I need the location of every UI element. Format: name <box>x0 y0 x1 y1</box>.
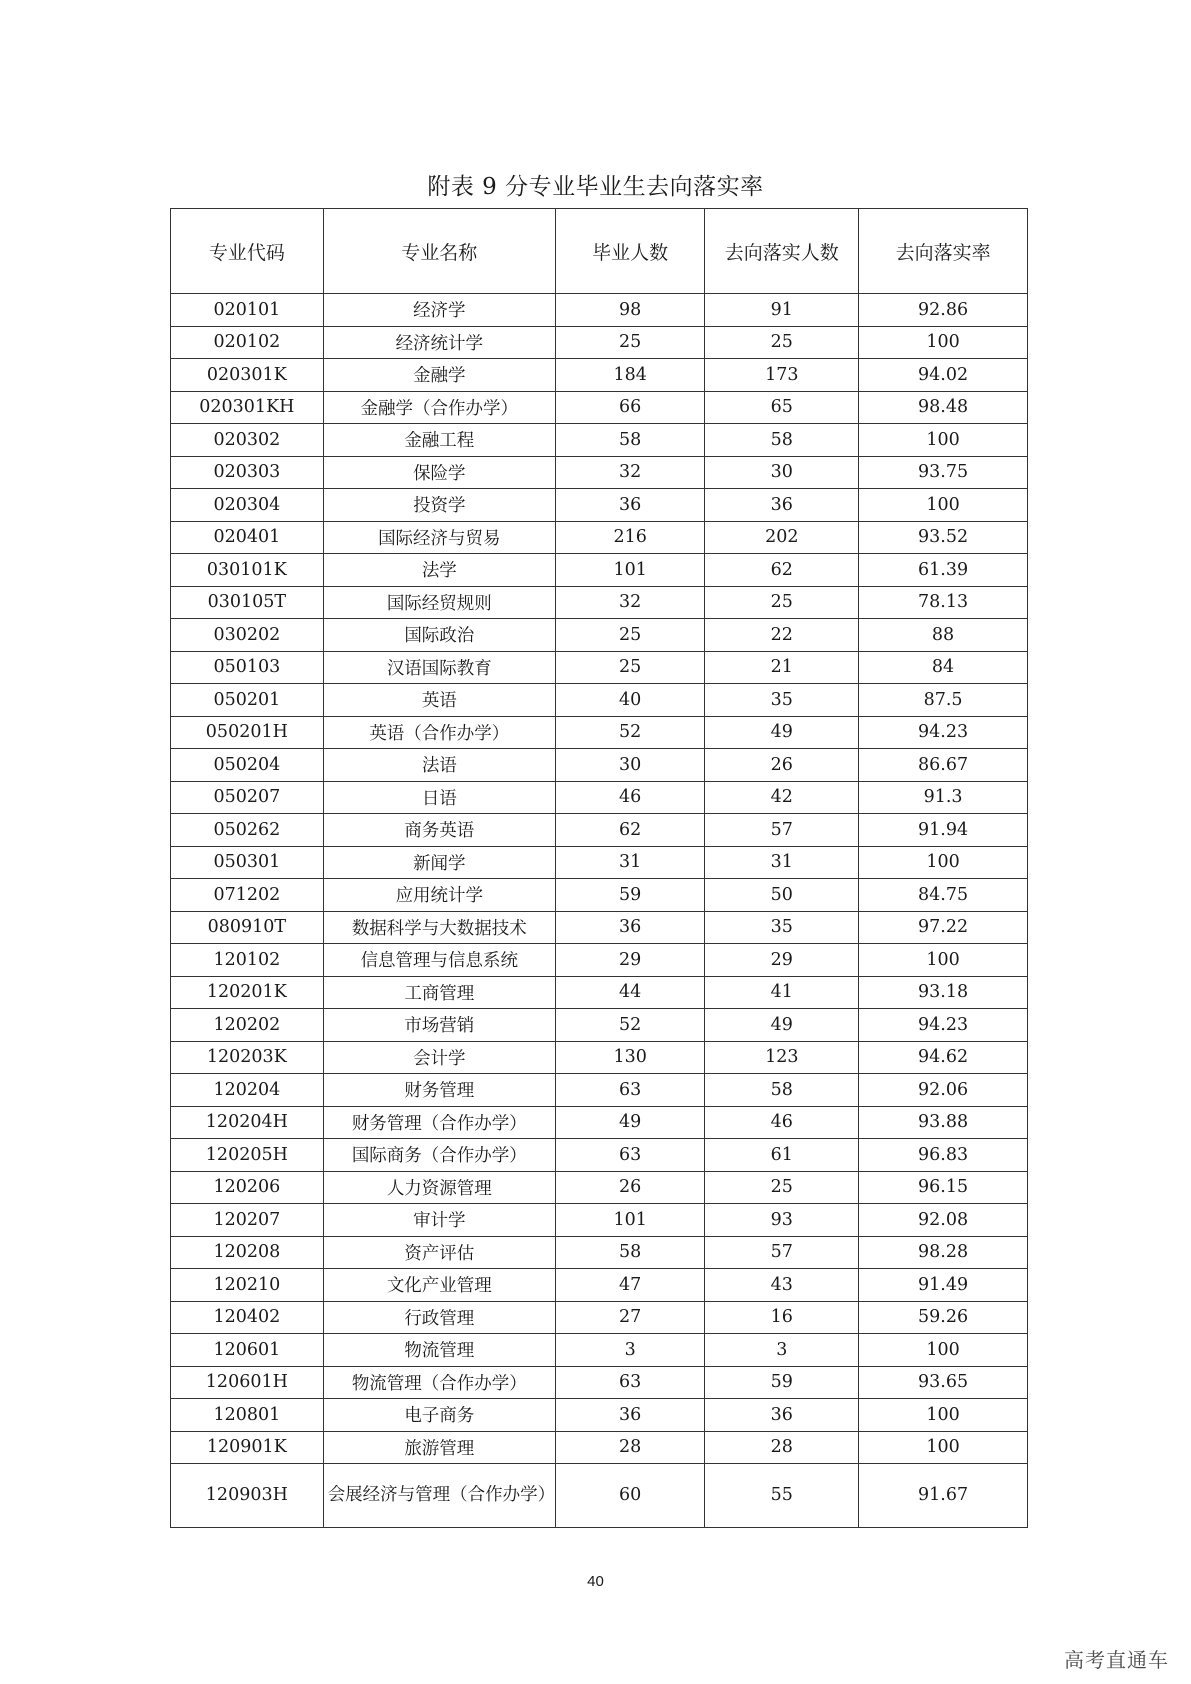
cell-placement-rate: 61.39 <box>859 554 1028 587</box>
cell-major-code: 020401 <box>171 521 324 554</box>
table-row <box>171 944 1028 977</box>
cell-major-code: 030202 <box>171 619 324 652</box>
cell-graduates: 3 <box>555 1334 704 1367</box>
cell-graduates: 40 <box>555 684 704 717</box>
cell-major-name: 工商管理 <box>323 976 555 1009</box>
cell-major-code: 120204 <box>171 1074 324 1107</box>
cell-graduates: 101 <box>555 554 704 587</box>
table-title: 附表 9 分专业毕业生去向落实率 <box>427 174 764 200</box>
cell-major-code: 120204H <box>171 1106 324 1139</box>
cell-graduates: 29 <box>555 944 704 977</box>
cell-placement-rate: 93.88 <box>859 1106 1028 1139</box>
cell-major-name: 法学 <box>323 554 555 587</box>
cell-graduates: 32 <box>555 586 704 619</box>
cell-major-code: 020304 <box>171 489 324 522</box>
cell-placement-rate: 100 <box>859 1334 1028 1367</box>
cell-placement-rate: 91.67 <box>859 1464 1028 1528</box>
cell-major-code: 120102 <box>171 944 324 977</box>
cell-placed: 59 <box>705 1366 859 1399</box>
cell-graduates: 62 <box>555 814 704 847</box>
table-row <box>171 1399 1028 1432</box>
table-row <box>171 1269 1028 1302</box>
cell-placement-rate: 93.75 <box>859 456 1028 489</box>
table-row <box>171 489 1028 522</box>
cell-major-name: 会展经济与管理（合作办学） <box>323 1464 555 1528</box>
header-major-name: 专业名称 <box>323 209 555 294</box>
cell-placed: 30 <box>705 456 859 489</box>
cell-graduates: 52 <box>555 1009 704 1042</box>
cell-graduates: 31 <box>555 846 704 879</box>
table-row <box>171 1106 1028 1139</box>
cell-placed: 35 <box>705 911 859 944</box>
table-row <box>171 879 1028 912</box>
cell-placement-rate: 94.23 <box>859 1009 1028 1042</box>
cell-major-code: 030105T <box>171 586 324 619</box>
cell-major-code: 120202 <box>171 1009 324 1042</box>
cell-major-name: 经济统计学 <box>323 326 555 359</box>
cell-major-name: 英语 <box>323 684 555 717</box>
table-row <box>171 1171 1028 1204</box>
cell-placement-rate: 98.28 <box>859 1236 1028 1269</box>
cell-placement-rate: 78.13 <box>859 586 1028 619</box>
cell-placed: 55 <box>705 1464 859 1528</box>
cell-placement-rate: 87.5 <box>859 684 1028 717</box>
cell-major-code: 120203K <box>171 1041 324 1074</box>
cell-major-name: 国际经济与贸易 <box>323 521 555 554</box>
cell-graduates: 58 <box>555 1236 704 1269</box>
cell-major-name: 日语 <box>323 781 555 814</box>
cell-placement-rate: 93.52 <box>859 521 1028 554</box>
cell-placed: 26 <box>705 749 859 782</box>
cell-major-name: 应用统计学 <box>323 879 555 912</box>
page-number: 40 <box>587 1573 604 1590</box>
cell-placement-rate: 91.3 <box>859 781 1028 814</box>
cell-major-code: 120601 <box>171 1334 324 1367</box>
table-row <box>171 586 1028 619</box>
cell-major-name: 商务英语 <box>323 814 555 847</box>
cell-placement-rate: 92.08 <box>859 1204 1028 1237</box>
cell-placed: 28 <box>705 1431 859 1464</box>
cell-graduates: 98 <box>555 294 704 327</box>
cell-placement-rate: 100 <box>859 489 1028 522</box>
cell-placement-rate: 84 <box>859 651 1028 684</box>
table-row <box>171 294 1028 327</box>
table-row <box>171 1204 1028 1237</box>
cell-major-code: 020302 <box>171 424 324 457</box>
cell-graduates: 216 <box>555 521 704 554</box>
cell-placed: 46 <box>705 1106 859 1139</box>
cell-major-code: 050103 <box>171 651 324 684</box>
cell-placement-rate: 100 <box>859 944 1028 977</box>
cell-graduates: 184 <box>555 359 704 392</box>
cell-graduates: 47 <box>555 1269 704 1302</box>
cell-placement-rate: 84.75 <box>859 879 1028 912</box>
cell-graduates: 36 <box>555 1399 704 1432</box>
cell-graduates: 58 <box>555 424 704 457</box>
cell-graduates: 52 <box>555 716 704 749</box>
cell-major-name: 物流管理 <box>323 1334 555 1367</box>
cell-placement-rate: 96.83 <box>859 1139 1028 1172</box>
table-row <box>171 1139 1028 1172</box>
cell-major-name: 信息管理与信息系统 <box>323 944 555 977</box>
cell-major-code: 020303 <box>171 456 324 489</box>
cell-major-code: 120208 <box>171 1236 324 1269</box>
cell-placed: 65 <box>705 391 859 424</box>
table-row <box>171 911 1028 944</box>
cell-placement-rate: 100 <box>859 1431 1028 1464</box>
cell-major-name: 法语 <box>323 749 555 782</box>
cell-placed: 36 <box>705 489 859 522</box>
cell-major-name: 物流管理（合作办学） <box>323 1366 555 1399</box>
table-row <box>171 1236 1028 1269</box>
cell-major-name: 保险学 <box>323 456 555 489</box>
cell-placed: 58 <box>705 1074 859 1107</box>
cell-placed: 49 <box>705 1009 859 1042</box>
table-row <box>171 554 1028 587</box>
table-row <box>171 846 1028 879</box>
table-row <box>171 1334 1028 1367</box>
cell-placement-rate: 93.65 <box>859 1366 1028 1399</box>
cell-placed: 25 <box>705 1171 859 1204</box>
cell-placement-rate: 100 <box>859 424 1028 457</box>
cell-placed: 3 <box>705 1334 859 1367</box>
cell-placement-rate: 98.48 <box>859 391 1028 424</box>
cell-major-name: 国际政治 <box>323 619 555 652</box>
cell-placement-rate: 93.18 <box>859 976 1028 1009</box>
table-row <box>171 1041 1028 1074</box>
cell-placed: 58 <box>705 424 859 457</box>
cell-placement-rate: 97.22 <box>859 911 1028 944</box>
cell-graduates: 36 <box>555 911 704 944</box>
cell-major-name: 新闻学 <box>323 846 555 879</box>
table-row <box>171 619 1028 652</box>
cell-placement-rate: 100 <box>859 326 1028 359</box>
table-row <box>171 814 1028 847</box>
cell-placed: 50 <box>705 879 859 912</box>
cell-placed: 202 <box>705 521 859 554</box>
cell-placed: 29 <box>705 944 859 977</box>
cell-placed: 35 <box>705 684 859 717</box>
cell-major-name: 投资学 <box>323 489 555 522</box>
table-row <box>171 1431 1028 1464</box>
cell-placed: 61 <box>705 1139 859 1172</box>
cell-major-name: 数据科学与大数据技术 <box>323 911 555 944</box>
table-row <box>171 976 1028 1009</box>
cell-major-name: 英语（合作办学） <box>323 716 555 749</box>
cell-placement-rate: 91.94 <box>859 814 1028 847</box>
table-row <box>171 359 1028 392</box>
employment-rate-table <box>170 208 1028 1528</box>
cell-placement-rate: 92.86 <box>859 294 1028 327</box>
cell-graduates: 25 <box>555 619 704 652</box>
cell-placed: 25 <box>705 326 859 359</box>
cell-graduates: 63 <box>555 1074 704 1107</box>
cell-major-code: 120402 <box>171 1301 324 1334</box>
cell-major-name: 金融学（合作办学） <box>323 391 555 424</box>
cell-placement-rate: 92.06 <box>859 1074 1028 1107</box>
table-row <box>171 326 1028 359</box>
cell-major-code: 030101K <box>171 554 324 587</box>
cell-major-name: 文化产业管理 <box>323 1269 555 1302</box>
cell-placement-rate: 100 <box>859 846 1028 879</box>
table-row <box>171 1464 1028 1528</box>
table-row <box>171 1301 1028 1334</box>
cell-placement-rate: 86.67 <box>859 749 1028 782</box>
cell-placement-rate: 96.15 <box>859 1171 1028 1204</box>
cell-major-code: 120205H <box>171 1139 324 1172</box>
cell-graduates: 63 <box>555 1139 704 1172</box>
cell-placed: 57 <box>705 1236 859 1269</box>
table-row <box>171 781 1028 814</box>
cell-graduates: 44 <box>555 976 704 1009</box>
cell-placed: 36 <box>705 1399 859 1432</box>
cell-major-name: 金融工程 <box>323 424 555 457</box>
cell-placement-rate: 59.26 <box>859 1301 1028 1334</box>
cell-graduates: 101 <box>555 1204 704 1237</box>
cell-major-code: 050201H <box>171 716 324 749</box>
cell-major-name: 资产评估 <box>323 1236 555 1269</box>
cell-placed: 123 <box>705 1041 859 1074</box>
cell-placement-rate: 94.23 <box>859 716 1028 749</box>
cell-graduates: 59 <box>555 879 704 912</box>
cell-placement-rate: 100 <box>859 1399 1028 1432</box>
table-body <box>171 294 1028 1528</box>
cell-major-code: 120207 <box>171 1204 324 1237</box>
cell-graduates: 46 <box>555 781 704 814</box>
table-row <box>171 716 1028 749</box>
cell-major-code: 120206 <box>171 1171 324 1204</box>
cell-graduates: 36 <box>555 489 704 522</box>
cell-major-code: 120210 <box>171 1269 324 1302</box>
cell-graduates: 28 <box>555 1431 704 1464</box>
header-placement-rate: 去向落实率 <box>859 209 1028 294</box>
cell-graduates: 130 <box>555 1041 704 1074</box>
cell-placement-rate: 91.49 <box>859 1269 1028 1302</box>
cell-major-code: 080910T <box>171 911 324 944</box>
table-row <box>171 651 1028 684</box>
cell-major-name: 财务管理（合作办学） <box>323 1106 555 1139</box>
cell-placed: 91 <box>705 294 859 327</box>
cell-major-code: 050262 <box>171 814 324 847</box>
cell-placed: 42 <box>705 781 859 814</box>
cell-major-code: 020301KH <box>171 391 324 424</box>
header-graduates: 毕业人数 <box>555 209 704 294</box>
cell-placed: 31 <box>705 846 859 879</box>
cell-major-name: 财务管理 <box>323 1074 555 1107</box>
cell-major-name: 会计学 <box>323 1041 555 1074</box>
cell-major-code: 120901K <box>171 1431 324 1464</box>
cell-major-code: 050204 <box>171 749 324 782</box>
cell-placed: 62 <box>705 554 859 587</box>
cell-graduates: 26 <box>555 1171 704 1204</box>
cell-major-name: 金融学 <box>323 359 555 392</box>
cell-graduates: 25 <box>555 651 704 684</box>
cell-placed: 41 <box>705 976 859 1009</box>
cell-graduates: 32 <box>555 456 704 489</box>
cell-placed: 57 <box>705 814 859 847</box>
cell-placement-rate: 88 <box>859 619 1028 652</box>
cell-major-code: 120201K <box>171 976 324 1009</box>
cell-placement-rate: 94.62 <box>859 1041 1028 1074</box>
table-header-row <box>171 209 1028 294</box>
cell-graduates: 66 <box>555 391 704 424</box>
cell-major-code: 020102 <box>171 326 324 359</box>
table-row <box>171 1366 1028 1399</box>
cell-major-name: 汉语国际教育 <box>323 651 555 684</box>
cell-major-name: 电子商务 <box>323 1399 555 1432</box>
cell-major-name: 市场营销 <box>323 1009 555 1042</box>
cell-graduates: 60 <box>555 1464 704 1528</box>
cell-major-name: 行政管理 <box>323 1301 555 1334</box>
table-row <box>171 1009 1028 1042</box>
cell-major-name: 经济学 <box>323 294 555 327</box>
watermark: 高考直通车 <box>1064 1648 1169 1672</box>
cell-placed: 21 <box>705 651 859 684</box>
cell-placed: 173 <box>705 359 859 392</box>
cell-major-code: 050207 <box>171 781 324 814</box>
cell-graduates: 25 <box>555 326 704 359</box>
table-row <box>171 391 1028 424</box>
cell-major-name: 国际经贸规则 <box>323 586 555 619</box>
cell-major-code: 120801 <box>171 1399 324 1432</box>
cell-placement-rate: 94.02 <box>859 359 1028 392</box>
cell-graduates: 63 <box>555 1366 704 1399</box>
table-row <box>171 521 1028 554</box>
cell-placed: 22 <box>705 619 859 652</box>
cell-placed: 43 <box>705 1269 859 1302</box>
cell-placed: 16 <box>705 1301 859 1334</box>
cell-major-code: 020101 <box>171 294 324 327</box>
header-major-code: 专业代码 <box>171 209 324 294</box>
cell-graduates: 27 <box>555 1301 704 1334</box>
cell-major-code: 071202 <box>171 879 324 912</box>
cell-placed: 93 <box>705 1204 859 1237</box>
cell-major-code: 120903H <box>171 1464 324 1528</box>
table-row <box>171 749 1028 782</box>
cell-major-code: 020301K <box>171 359 324 392</box>
table-row <box>171 424 1028 457</box>
cell-graduates: 49 <box>555 1106 704 1139</box>
header-placed: 去向落实人数 <box>705 209 859 294</box>
cell-placed: 25 <box>705 586 859 619</box>
table-row <box>171 456 1028 489</box>
cell-placed: 49 <box>705 716 859 749</box>
table-row <box>171 1074 1028 1107</box>
cell-major-code: 050201 <box>171 684 324 717</box>
cell-major-name: 旅游管理 <box>323 1431 555 1464</box>
cell-graduates: 30 <box>555 749 704 782</box>
cell-major-code: 120601H <box>171 1366 324 1399</box>
table-row <box>171 684 1028 717</box>
cell-major-name: 国际商务（合作办学） <box>323 1139 555 1172</box>
cell-major-name: 人力资源管理 <box>323 1171 555 1204</box>
cell-major-name: 审计学 <box>323 1204 555 1237</box>
cell-major-code: 050301 <box>171 846 324 879</box>
